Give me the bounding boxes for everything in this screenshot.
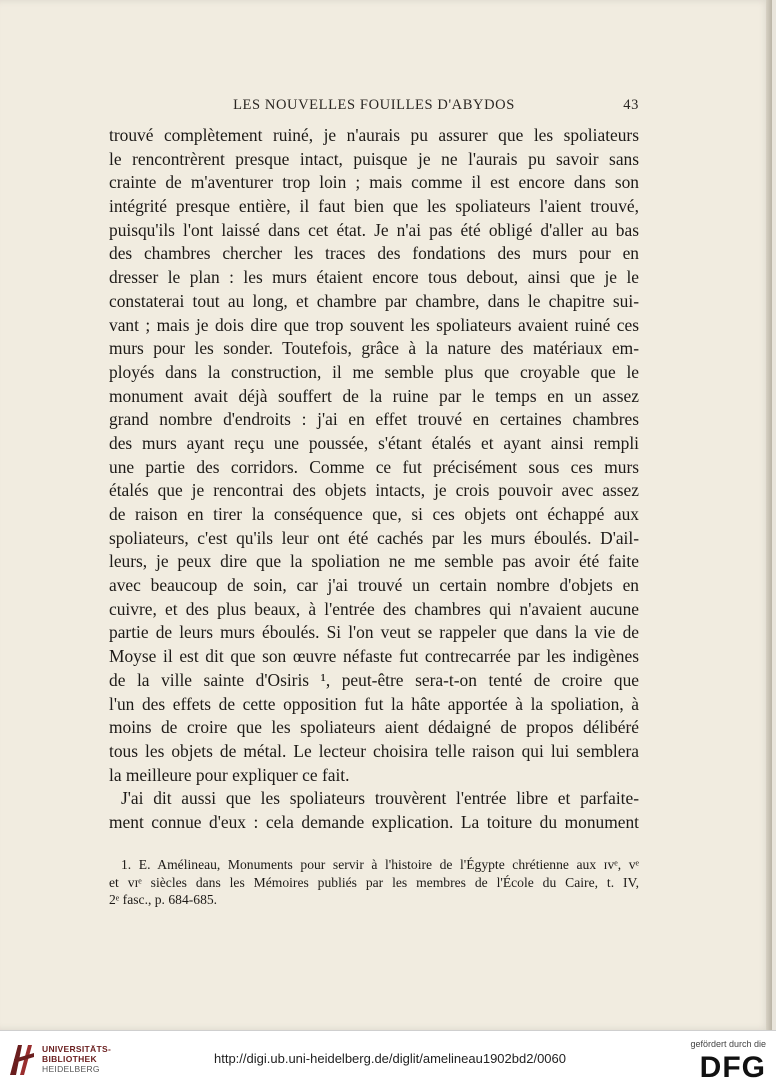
text-line: le rencontrèrent presque intact, puisque je ne l'aurais pu savoir sans bbox=[109, 148, 639, 169]
running-title: LES NOUVELLES FOUILLES D'ABYDOS bbox=[233, 97, 515, 113]
text-line: avec beaucoup de soin, car j'ai trouvé un certain nombre d'objets en bbox=[109, 575, 639, 596]
text-line: J'ai dit aussi que les spoliateurs trouvèrent l'entrée libre et parfaite- bbox=[121, 788, 639, 809]
dfg-logo: DFG bbox=[699, 1051, 766, 1084]
text-line: partie de leurs murs éboulés. Si l'on veut se rappeler que dans la vie de bbox=[109, 622, 639, 643]
text-line: ployés dans la construction, il me semble plus que croyable que le bbox=[109, 361, 639, 382]
body-text bbox=[109, 124, 639, 835]
text-line: cuivre, et des plus beaux, à l'entrée des chambres qui n'avaient aucune bbox=[109, 598, 639, 619]
permalink-url[interactable]: http://digi.ub.uni-heidelberg.de/diglit/amelineau1902bd2/0060 bbox=[214, 1051, 566, 1066]
text-line: constaterai tout au long, et chambre par chambre, dans le chapitre sui- bbox=[109, 290, 639, 311]
institution-name: UNIVERSITÄTS- BIBLIOTHEK HEIDELBERG bbox=[42, 1044, 112, 1074]
text-line: dresser le plan : les murs étaient encore tous debout, ainsi que je le bbox=[109, 267, 639, 288]
footnote-line: 1. E. Amélineau, Monuments pour servir à l'histoire de l'Égypte chrétienne aux ɪvᵉ, vᵉ bbox=[121, 857, 639, 872]
footnote bbox=[109, 856, 639, 909]
text-line: des murs ayant reçu une poussée, s'étant étalés et ayant ainsi rempli bbox=[109, 432, 639, 453]
text-line: murs pour les sonder. Toutefois, grâce à la nature des matériaux em- bbox=[109, 338, 639, 359]
page-edge-shadow bbox=[766, 0, 772, 1030]
funding-note: gefördert durch die bbox=[690, 1039, 766, 1049]
text-line: de la ville sainte d'Osiris ¹, peut-être sera-t-on tenté de croire que bbox=[109, 669, 639, 690]
text-line: crainte de m'aventurer trop loin ; mais comme il est encore dans son bbox=[109, 172, 639, 193]
text-line: trouvé complètement ruiné, je n'aurais pu assurer que les spoliateurs bbox=[109, 125, 639, 145]
page-number: 43 bbox=[623, 97, 639, 113]
text-line: grand nombre d'endroits : j'ai en effet trouvé en certaines chambres bbox=[109, 409, 639, 430]
text-line: étalés que je rencontrai des objets intacts, je crois pouvoir avec assez bbox=[109, 480, 639, 501]
footnote-line: et vɪᵉ siècles dans les Mémoires publiés par les membres de l'École du Caire, t. IV, bbox=[109, 874, 639, 890]
viewer-footer bbox=[0, 1030, 776, 1090]
university-library-logo-icon bbox=[8, 1041, 36, 1077]
text-line: intégrité presque entière, il faut bien que les spoliateurs l'aient trouvé, bbox=[109, 196, 639, 217]
text-line: tous les objets de métal. Le lecteur choisira telle raison qui lui semblera bbox=[109, 740, 639, 761]
text-line: une partie des corridors. Comme ce fut précisément sous ces murs bbox=[109, 456, 639, 477]
text-line: Moyse il est dit que son œuvre néfaste fut contrecarrée par les indigènes bbox=[109, 646, 639, 667]
text-line: l'un des effets de cette opposition fut la hâte apportée à la spoliation, à bbox=[109, 693, 639, 714]
footnote-line: 2ᵉ fasc., p. 684-685. bbox=[109, 892, 218, 907]
text-line: monument avait déjà souffert de la ruine par le temps en un assez bbox=[109, 385, 639, 406]
text-line: de raison en tirer la conséquence que, si ces objets ont échappé aux bbox=[109, 504, 639, 524]
running-header bbox=[109, 97, 639, 117]
text-line: leurs, je peux dire que la spoliation ne me semble pas avoir été faite bbox=[109, 551, 639, 572]
text-line: vant ; mais je dois dire que trop souvent les spoliateurs avaient ruiné ces bbox=[109, 314, 639, 335]
text-line: la meilleure pour expliquer ce fait. bbox=[109, 764, 350, 785]
text-line: spoliateurs, c'est qu'ils leur ont été cachés par les murs éboulés. D'ail- bbox=[109, 527, 639, 548]
text-line: moins de croire que les spoliateurs aient dédaigné de propos délibéré bbox=[109, 717, 639, 738]
text-line: ment connue d'eux : cela demande explication. La toiture du monument bbox=[109, 811, 639, 832]
text-line: des chambres chercher les traces des fondations des murs pour en bbox=[109, 243, 639, 264]
text-line: puisqu'ils l'ont laissé dans cet état. Je n'ai pas été obligé d'aller au bas bbox=[109, 219, 639, 240]
